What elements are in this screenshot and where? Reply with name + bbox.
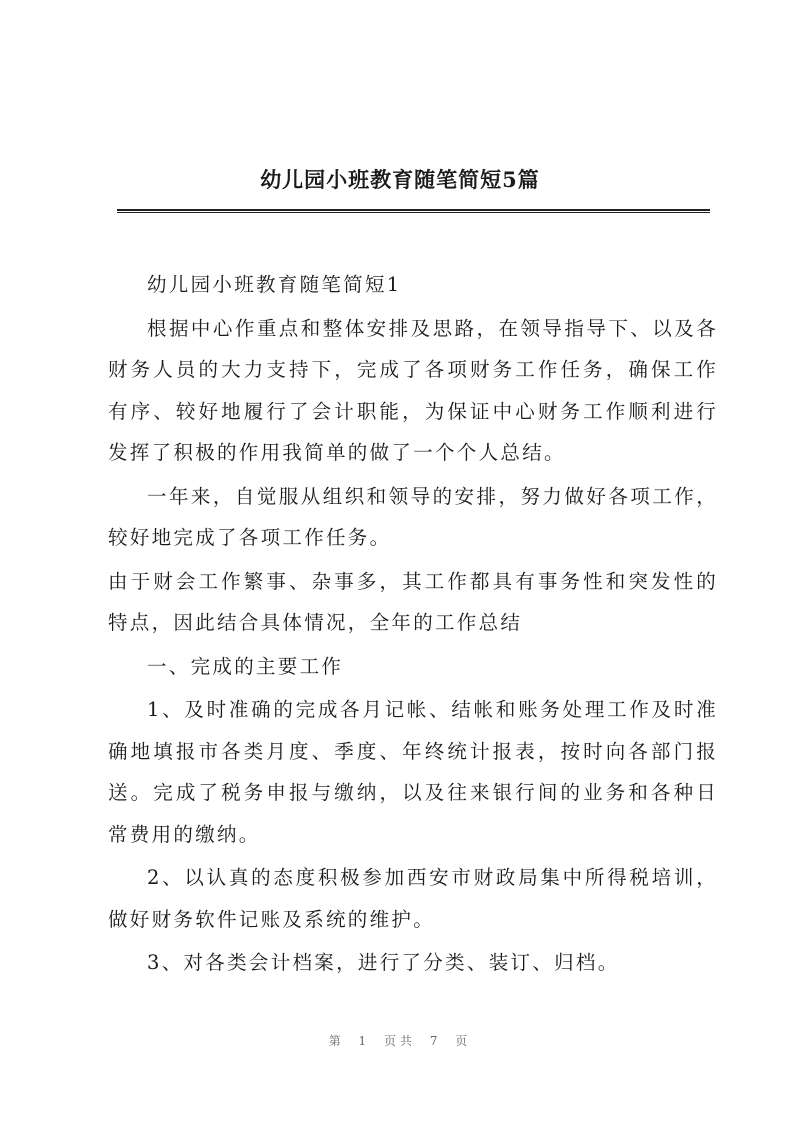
paragraph: 根据中心作重点和整体安排及思路，在领导指导下、以及各财务人员的大力支持下，完成了各项财务工作任务，确保工作有序、较好地履行了会计职能，为保证中心财务工作顺利进行发挥了积极的作用我简单的做了一个个人总结。 <box>108 316 718 464</box>
document-body <box>108 264 718 986</box>
paragraph: 由于财会工作繁事、杂事多，其工作都具有事务性和突发性的特点，因此结合具体情况，全年的工作总结 <box>108 569 718 634</box>
page-footer: 第 1 页共 7 页 <box>328 1034 472 1048</box>
list-item: 2、以认真的态度积极参加西安市财政局集中所得税培训，做好财务软件记账及系统的维护。 <box>108 866 718 931</box>
document-title: 幼儿园小班教育随笔简短5篇 <box>260 167 540 192</box>
list-item: 1、及时准确的完成各月记帐、结帐和账务处理工作及时准确地填报市各类月度、季度、年终统计报表，按时向各部门报送。完成了税务申报与缴纳，以及往来银行间的业务和各种日常费用的缴纳。 <box>108 698 718 846</box>
section-heading: 幼儿园小班教育随笔简短1 <box>147 273 402 296</box>
subsection-heading: 一、完成的主要工作 <box>147 654 344 678</box>
list-item: 3、对各类会计档案，进行了分类、装订、归档。 <box>147 951 620 974</box>
paragraph: 一年来，自觉服从组织和领导的安排，努力做好各项工作，较好地完成了各项工作任务。 <box>108 484 718 549</box>
title-divider <box>117 209 710 213</box>
